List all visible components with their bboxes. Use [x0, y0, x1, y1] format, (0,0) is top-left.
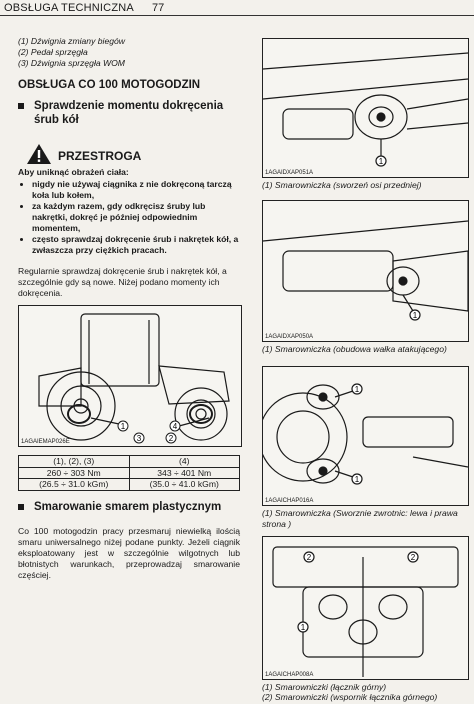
table-row [19, 467, 240, 479]
figure-code: 1AGAIDXAP051A [265, 170, 314, 176]
table-header: (1), (2), (3) [19, 456, 130, 468]
table-cell: (26.5 ÷ 31.0 kGm) [19, 479, 130, 491]
figure-caption: (1) Smarowniczka (sworzeń osi przedniej) [262, 180, 422, 190]
knuckle-pins-illustration [263, 367, 468, 505]
figure-pinion-housing [262, 200, 469, 342]
page-header [0, 0, 474, 16]
figure-caption: (2) Smarowniczki (wspornik łącznika górnego) [262, 692, 438, 702]
subsection-title [18, 99, 240, 127]
tractor-illustration [19, 306, 241, 446]
torque-table [18, 455, 240, 491]
paragraph: Regularnie sprawdzaj dokręcenie śrub i nakrętek kół, a szczególnie gdy są nowe. Niżej podano momenty ich dokręcenia. [18, 266, 227, 298]
front-axle-illustration [263, 39, 468, 177]
pinion-housing-illustration [263, 201, 468, 341]
figure-caption: (1) Smarowniczka (obudowa wałka atakującego) [262, 344, 447, 354]
figure-code: 1AGAICHAP008A [265, 672, 314, 678]
tractor-figure [18, 305, 242, 447]
section-name: OBSŁUGA TECHNICZNA [4, 2, 134, 14]
callout-label: 4 [172, 422, 178, 431]
callout-label: 3 [136, 434, 142, 443]
bullet-square [18, 103, 24, 109]
warning-heading [18, 143, 240, 165]
subsection-text: Smarowanie smarem plastycznym [34, 501, 222, 513]
figure-top-link [262, 536, 469, 680]
figure-knuckle-pins [262, 366, 469, 506]
svg-text:2: 2 [410, 553, 416, 562]
svg-text:1: 1 [300, 623, 306, 632]
warning-icon [26, 143, 52, 165]
table-cell: (35.0 ÷ 41.0 kGm) [129, 479, 240, 491]
figure-code: 1AGAICHAP016A [265, 498, 314, 504]
list-item: • często sprawdzaj dokręcenie śrub i nakrętek kół, a zwłaszcza przy ciężkich pracach. [32, 234, 240, 256]
table-header: (4) [129, 456, 240, 468]
table-cell: 343 ÷ 401 Nm [129, 467, 240, 479]
list-item: • za każdym razem, gdy odkręcisz śruby lub nakrętki, dokręć je później odpowiednim momentem, [32, 201, 240, 234]
list-item: (1) Dźwignia zmiany biegów [18, 36, 125, 46]
callout-label: 1 [120, 422, 126, 431]
figure-front-axle [262, 38, 469, 178]
page-number: 77 [152, 2, 165, 14]
section-title: OBSŁUGA CO 100 MOTOGODZIN [18, 79, 201, 91]
svg-text:1: 1 [354, 475, 360, 484]
figure-code: 1AGAIEMAP026E [21, 439, 70, 445]
table-row [19, 456, 240, 468]
warning-lead: Aby uniknąć obrażeń ciała: [18, 167, 129, 177]
warning-title: PRZESTROGA [58, 149, 142, 163]
svg-text:2: 2 [306, 553, 312, 562]
list-item: (2) Pedał sprzęgła [18, 47, 88, 57]
paragraph: Co 100 motogodzin pracy przesmaruj niewielką ilością smaru uniwersalnego niżej podane punkty. Jeżeli ciągnik eksploatowany jest w szczególnie wilgotnych lub błotnistych warunkach, przeprowadzaj smarowanie częściej. [18, 526, 240, 580]
figure-caption: (1) Smarowniczka (Sworznie zwrotnic: lewa i prawa strona ) [262, 508, 458, 529]
subsection-title [18, 500, 240, 514]
subsection-text: Sprawdzenie momentu dokręcenia śrub kół [34, 100, 224, 126]
header-rule [0, 15, 474, 16]
table-row [19, 479, 240, 491]
table-cell: 260 ÷ 303 Nm [19, 467, 130, 479]
figure-caption: (1) Smarowniczki (łącznik górny) [262, 682, 387, 692]
left-column [18, 36, 240, 299]
callout-label: 2 [168, 434, 174, 443]
top-link-illustration [263, 537, 468, 679]
figure-code: 1AGAIDXAP050A [265, 334, 314, 340]
warning-list [18, 179, 240, 256]
list-item: • nigdy nie używaj ciągnika z nie dokręconą tarczą koła lub kołem, [32, 179, 240, 201]
list-item: (3) Dźwignia sprzęgła WOM [18, 58, 125, 68]
lubrication-section [18, 500, 240, 581]
svg-text:1: 1 [378, 157, 384, 166]
svg-text:1: 1 [354, 385, 360, 394]
bullet-square [18, 504, 24, 510]
svg-text:1: 1 [412, 311, 418, 320]
